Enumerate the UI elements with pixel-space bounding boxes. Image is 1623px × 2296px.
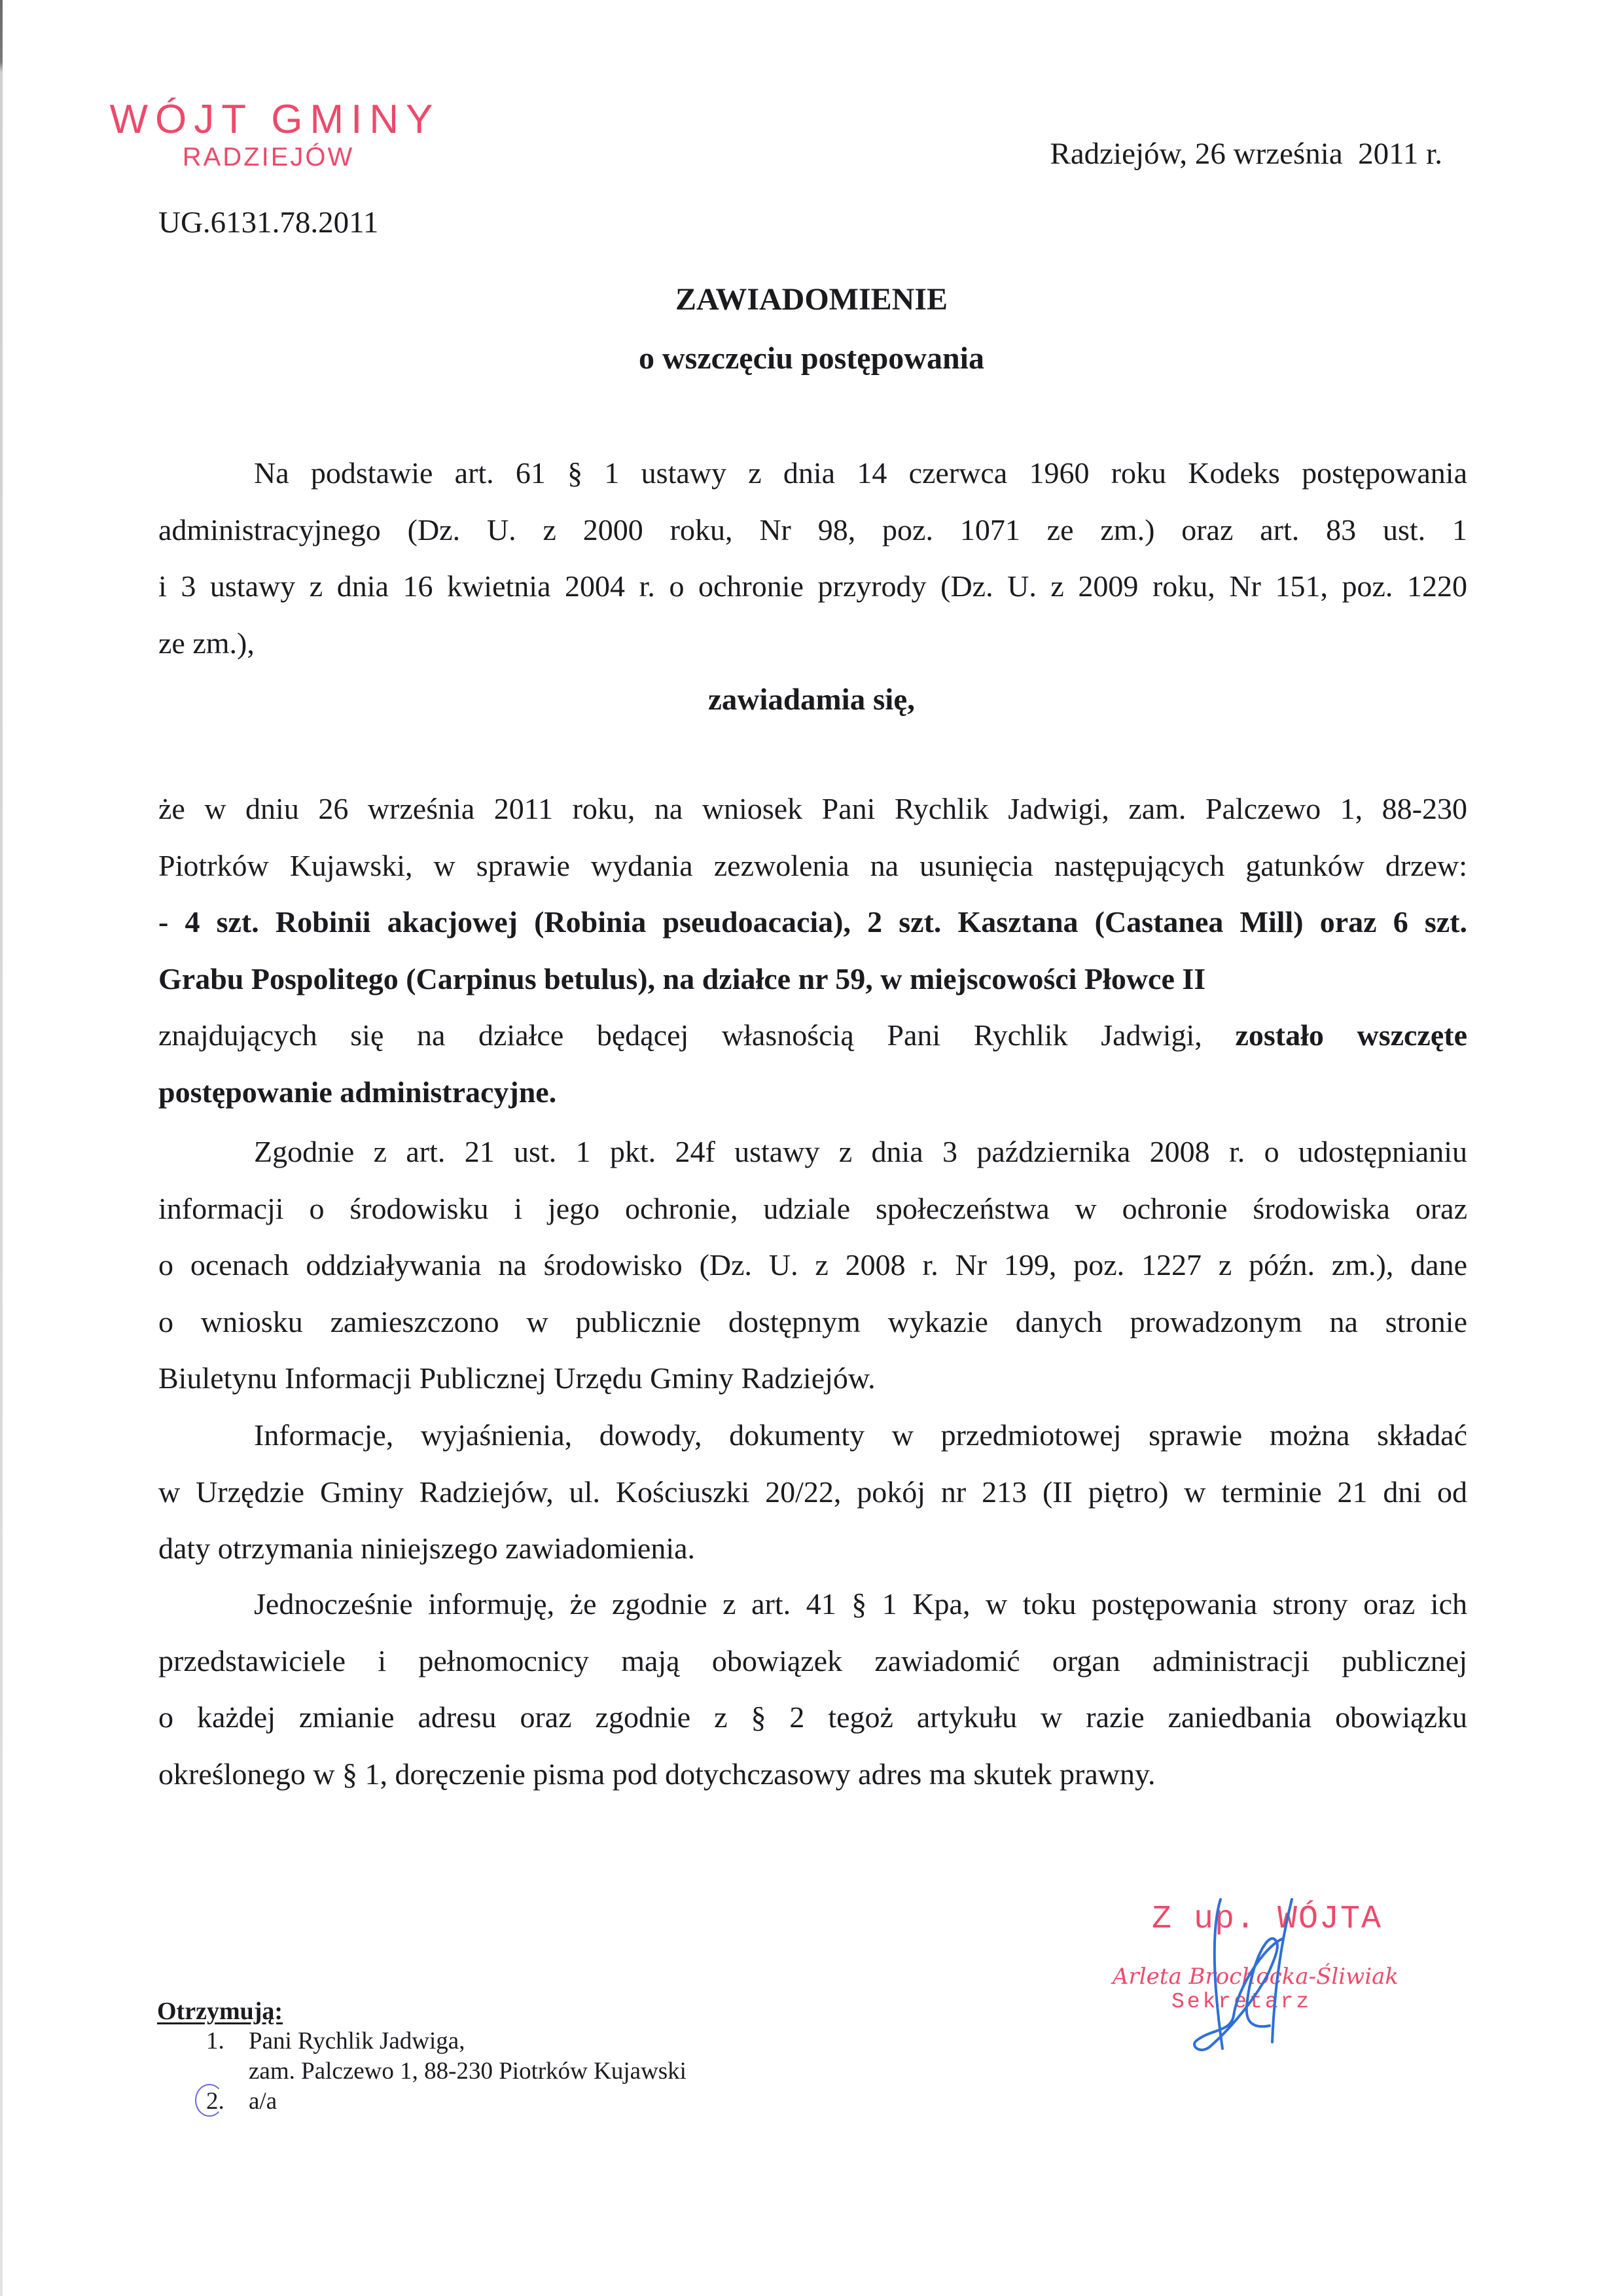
signature-stamp-name: Arleta Brochocka-Śliwiak [1113, 1964, 1399, 1990]
paragraph-line: ze zm.), [158, 626, 255, 660]
recipients-list [157, 1996, 687, 2117]
place-and-date: Radziejów, 26 września 2011 r. [1050, 137, 1442, 171]
proceeding-paragraph [158, 781, 1467, 1121]
recipient-name: a/a [249, 2088, 277, 2115]
paragraph-line: przedstawiciele i pełnomocnicy mają obowiązek zawiadomić organ administracji publicznej [158, 1643, 1467, 1677]
paragraph-line: informacji o środowisku i jego ochronie, udziale społeczeństwa w ochronie środowiska oraz [158, 1191, 1467, 1225]
paragraph-line: daty otrzymania niniejszego zawiadomienia. [158, 1532, 696, 1565]
paragraph-line: i 3 ustawy z dnia 16 kwietnia 2004 r. o ochronie przyrody (Dz. U. z 2009 roku, Nr 151, poz. 1220 [158, 569, 1467, 603]
signature-stamp-position: Sekretarz [1171, 1990, 1312, 2014]
reference-number: UG.6131.78.2011 [158, 206, 379, 240]
office-stamp-locality: RADZIEJÓW [182, 143, 355, 171]
paragraph-line: Piotrków Kujawski, w sprawie wydania zezwolenia na usunięcia następujących gatunków drzew: [158, 848, 1467, 882]
paragraph-line: Informacje, wyjaśnienia, dowody, dokumenty w przedmiotowej sprawie można składać [254, 1418, 1467, 1452]
paragraph-line: o każdej zmianie adresu oraz zgodnie z § 2 tegoż artykułu w razie zaniedbania obowiązku [158, 1700, 1467, 1734]
office-stamp-title: WÓJT GMINY [109, 97, 440, 142]
recipient-number: 2. [206, 2088, 224, 2115]
notification-phrase: zawiadamia się, [708, 683, 915, 717]
tree-species-line: - 4 szt. Robinii akacjowej (Robinia pseudoacacia), 2 szt. Kasztana (Castanea Mill) oraz 6 szt. [158, 905, 1467, 939]
recipient-item [157, 2087, 687, 2117]
recipients-heading: Otrzymują: [157, 1998, 283, 2025]
recipient-name: Pani Rychlik Jadwiga, [249, 2028, 465, 2054]
submissions-paragraph [158, 1407, 1467, 1577]
document-subtitle: o wszczęciu postępowania [639, 341, 984, 376]
paragraph-line: o wniosku zamieszczono w publicznie dostępnym wykazie danych prowadzonym na stronie [158, 1304, 1467, 1338]
paragraph-line: Na podstawie art. 61 § 1 ustawy z dnia 14 czerwca 1960 roku Kodeks postępowania [254, 456, 1467, 490]
initiated-text: zostało wszczęte [1235, 1018, 1467, 1052]
recipient-item [157, 2026, 687, 2087]
paragraph-line: że w dniu 26 września 2011 roku, na wniosek Pani Rychlik Jadwigi, zam. Palczewo 1, 88-230 [158, 792, 1467, 825]
office-stamp [92, 98, 458, 171]
signature-block [1113, 1892, 1505, 2049]
legal-basis-paragraph [158, 445, 1467, 672]
administrative-proceeding-text: postępowanie administracyjne. [158, 1075, 557, 1109]
signature-stamp-authority: Z up. WÓJTA [1152, 1901, 1383, 1938]
ownership-text: znajdujących się na działce będącej własnością Pani Rychlik Jadwigi, [158, 1018, 1202, 1052]
address-change-paragraph [158, 1576, 1467, 1803]
recipient-address: zam. Palczewo 1, 88-230 Piotrków Kujawski [249, 2058, 687, 2085]
paragraph-line: Jednocześnie informuję, że zgodnie z art. 41 § 1 Kpa, w toku postępowania strony oraz ich [254, 1587, 1467, 1621]
paragraph-line: Zgodnie z art. 21 ust. 1 pkt. 24f ustawy z dnia 3 października 2008 r. o udostępnianiu [254, 1135, 1467, 1168]
paragraph-line: Biuletynu Informacji Publicznej Urzędu Gminy Radziejów. [158, 1361, 876, 1395]
plot-location-line: Grabu Pospolitego (Carpinus betulus), na działce nr 59, w miejscowości Płowce II [158, 961, 1206, 996]
paragraph-line: administracyjnego (Dz. U. z 2000 roku, Nr 98, poz. 1071 ze zm.) oraz art. 83 ust. 1 [158, 512, 1467, 547]
document-title: ZAWIADOMIENIE [675, 282, 948, 317]
paragraph-line: w Urzędzie Gminy Radziejów, ul. Kościuszki 20/22, pokój nr 213 (II piętro) w terminie 21 dni od [158, 1475, 1467, 1509]
paragraph-line: o ocenach oddziaływania na środowisko (Dz. U. z 2008 r. Nr 199, poz. 1227 z późn. zm.), dane [158, 1248, 1467, 1282]
paragraph-line: określonego w § 1, doręczenie pisma pod dotychczasowy adres ma skutek prawny. [158, 1757, 1156, 1791]
public-information-paragraph [158, 1124, 1467, 1407]
recipient-number: 1. [206, 2028, 224, 2054]
paragraph-line [158, 1007, 1467, 1064]
